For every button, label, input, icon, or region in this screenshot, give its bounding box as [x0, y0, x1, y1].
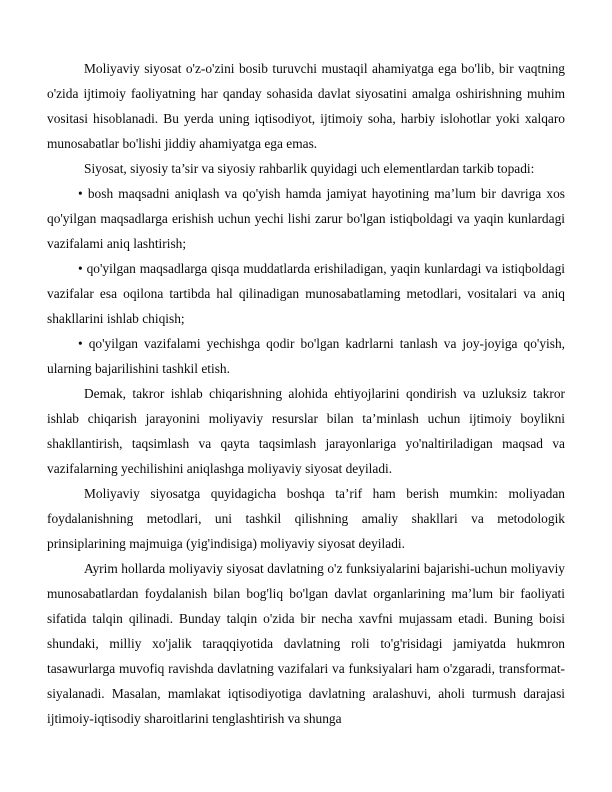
bullet-item-2: • qo'yilgan maqsadlarga qisqa muddatlarda erishiladigan, yaqin kunlardagi va istiqboldagi vazifalar esa oqilona tartibda hal qilinadigan munosabatlaming metodlari, vositalari va aniq shakllarini ishlab chiqish; — [47, 261, 565, 326]
document-body — [47, 56, 565, 731]
paragraph-4: Moliyaviy siyosatga quyidagicha boshqa ta’rif ham berish mumkin: moliyadan foydalanishning metodlari, uni tashkil qilishning amaliy shakllari va metodologik prinsiplarining majmuiga (yig'indisiga) moliyaviy siyosat deyiladi. — [47, 486, 565, 551]
bullet-item-1: • bosh maqsadni aniqlash va qo'yish hamda jamiyat hayotining ma’lum bir davriga xos qo'yilgan maqsadlarga erishish uchun yechi lishi zarur bo'lgan istiqboldagi va yaqin kunlardagi vazifalami aniq lashtirish; — [47, 186, 565, 251]
bullet-item-3: • qo'yilgan vazifalami yechishga qodir bo'lgan kadrlarni tanlash va joy-joyiga qo'yish, ularning bajarilishini tashkil etish. — [47, 336, 565, 376]
paragraph-5: Ayrim hollarda moliyaviy siyosat davlatning o'z funksiyalarini bajarishi-uchun moliyaviy munosabatlardan foydalanish bilan bog'liq bo'lgan davlat organlarining ma’lum bir faoliyati sifatida talqin qilinadi. Bunday talqin o'zida bir necha xavfni mujassam etadi. Buning boisi shundaki, milliy xo'jalik taraqqiyotida davlatning roli to'g'risidagi jamiyatda hukmron tasawurlarga muvofiq ravishda davlatning vazifalari va funksiyalari ham o'zgaradi, transformat- siyalanadi. Masalan, mamlakat iqtisodiyotiga davlatning aralashuvi, aholi turmush darajasi ijtimoiy-iqtisodiy sharoitlarini tenglashtirish va shunga — [47, 561, 565, 726]
paragraph-1: Moliyaviy siyosat o'z-o'zini bosib turuvchi mustaqil ahamiyatga ega bo'lib, bir vaqtning o'zida ijtimoiy faoliyatning har qanday sohasida davlat siyosatini amalga oshirishning muhim vositasi hisoblanadi. Bu yerda uning iqtisodiyot, ijtimoiy soha, harbiy islohotlar yoki xalqaro munosabatlar bo'lishi jiddiy ahamiyatga ega emas. — [47, 61, 565, 151]
paragraph-3: Demak, takror ishlab chiqarishning alohida ehtiyojlarini qondirish va uzluksiz takror ishlab chiqarish jarayonini moliyaviy resurslar bilan ta’minlash uchun ijtimoiy boylikni shakllantirish, taqsimlash va qayta taqsimlash jarayonlariga yo'naltiriladigan maqsad va vazifalarning yechilishini aniqlashga moliyaviy siyosat deyiladi. — [47, 386, 565, 476]
paragraph-2: Siyosat, siyosiy ta’sir va siyosiy rahbarlik quyidagi uch elementlardan tarkib topadi: — [84, 161, 535, 176]
